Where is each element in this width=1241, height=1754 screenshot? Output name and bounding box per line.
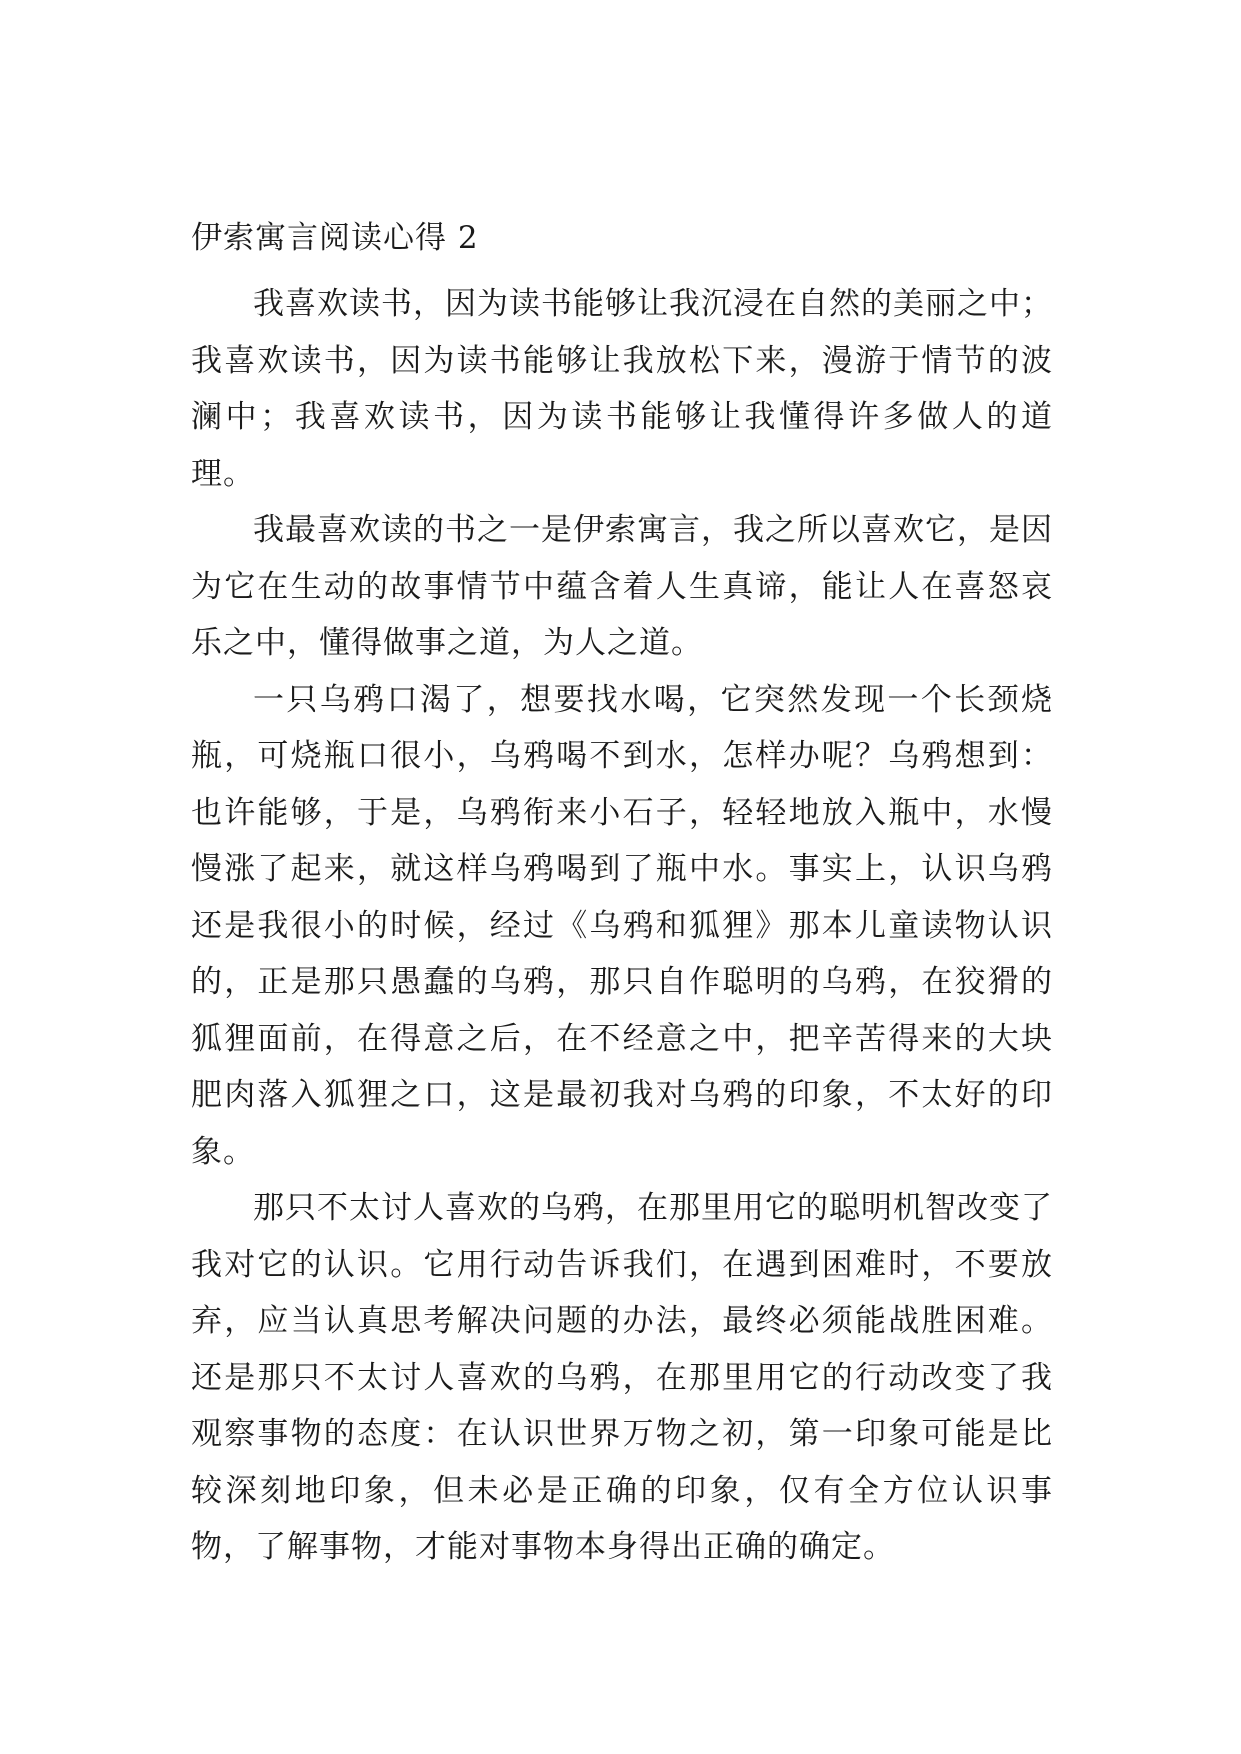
paragraph-1: 我喜欢读书，因为读书能够让我沉浸在自然的美丽之中；我喜欢读书，因为读书能够让我放松下来，漫游于情节的波澜中；我喜欢读书，因为读书能够让我懂得许多做人的道理。: [191, 286, 1053, 492]
paragraph-4: 那只不太讨人喜欢的乌鸦，在那里用它的聪明机智改变了我对它的认识。它用行动告诉我们，在遇到困难时，不要放弃，应当认真思考解决问题的办法，最终必须能战胜困难。还是那只不太讨人喜欢的乌鸦，在那里用它的行动改变了我观察事物的态度：在认识世界万物之初，第一印象可能是比较深刻地印象，但未必是正确的印象，仅有全方位认识事物，了解事物，才能对事物本身得出正确的确定。: [191, 1190, 1053, 1565]
paragraph-3: 一只乌鸦口渴了，想要找水喝，它突然发现一个长颈烧瓶，可烧瓶口很小，乌鸦喝不到水，怎样办呢？乌鸦想到：也许能够，于是，乌鸦衔来小石子，轻轻地放入瓶中，水慢慢涨了起来，就这样乌鸦喝到了瓶中水。事实上，认识乌鸦还是我很小的时候，经过《乌鸦和狐狸》那本儿童读物认识的，正是那只愚蠢的乌鸦，那只自作聪明的乌鸦，在狡猾的狐狸面前，在得意之后，在不经意之中，把辛苦得来的大块肥肉落入狐狸之口，这是最初我对乌鸦的印象，不太好的印象。: [191, 681, 1053, 1170]
document-body: [191, 276, 1053, 1576]
paragraph-2: 我最喜欢读的书之一是伊索寓言，我之所以喜欢它，是因为它在生动的故事情节中蕴含着人生真谛，能让人在喜怒哀乐之中，懂得做事之道，为人之道。: [191, 512, 1053, 661]
document-title: 伊索寓言阅读心得 2: [191, 220, 479, 256]
